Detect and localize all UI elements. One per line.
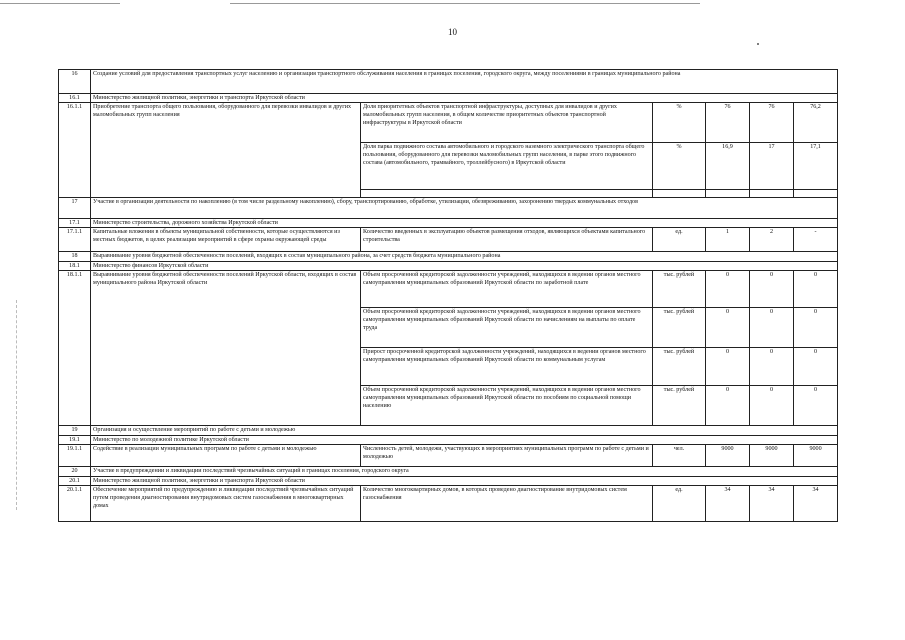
ministry-row xyxy=(59,262,838,271)
section-number: 19 xyxy=(59,426,91,436)
section-row xyxy=(59,467,838,477)
blank-cell xyxy=(794,190,838,198)
ministry-row xyxy=(59,94,838,103)
measure-title: Приобретение транспорта общего пользования, оборудованного для перевозки инвалидов и других маломобильных групп населения xyxy=(91,103,361,198)
blank-cell xyxy=(706,190,750,198)
indicator-value: 0 xyxy=(706,386,750,426)
indicator-value: 9000 xyxy=(706,445,750,467)
indicator-value: 2 xyxy=(750,228,794,252)
indicator-text: Объем просроченной кредиторской задолженности учреждений, находящихся в ведении органов местного самоуправления муниципальных образований Иркутской области по пособиям по социальной помощи населению xyxy=(361,386,653,426)
indicator-value: 0 xyxy=(794,386,838,426)
measure-title: Обеспечение мероприятий по предупреждению и ликвидации последствий чрезвычайных ситуаций путем проведения диагностирования внутридомовых систем газоснабжения в многоквартирных домах xyxy=(91,486,361,522)
indicator-row xyxy=(59,271,838,308)
indicator-value: 9000 xyxy=(794,445,838,467)
indicator-text: Доля парка подвижного состава автомобильного и городского наземного электрического транспорта общего пользования, оборудованного для перевозки маломобильных групп населения, в парке этого подвижного состава (автомобильного, трамвайного, троллейбусного) в Иркутской области xyxy=(361,143,653,190)
measure-number: 19.1.1 xyxy=(59,445,91,467)
indicator-value: 0 xyxy=(794,348,838,386)
measure-number: 16.1.1 xyxy=(59,103,91,198)
section-title: Выравнивание уровня бюджетной обеспеченности поселений, входящих в состав муниципального района, за счет средств бюджета муниципального района xyxy=(91,252,838,262)
indicator-value: 34 xyxy=(750,486,794,522)
indicator-value: 76 xyxy=(750,103,794,143)
ministry-title: Министерство строительства, дорожного хозяйства Иркутской области xyxy=(91,219,838,228)
indicators-table xyxy=(58,69,838,522)
ministry-row xyxy=(59,477,838,486)
ministry-title: Министерство финансов Иркутской области xyxy=(91,262,838,271)
section-number: 16 xyxy=(59,70,91,94)
indicator-value: 0 xyxy=(750,348,794,386)
ministry-number: 18.1 xyxy=(59,262,91,271)
indicator-text: Прирост просроченной кредиторской задолженности учреждений, находящихся в ведении органов местного самоуправления муниципальных образований Иркутской области по коммунальным услугам xyxy=(361,348,653,386)
measure-number: 18.1.1 xyxy=(59,271,91,426)
section-row xyxy=(59,70,838,94)
indicator-text: Объем просроченной кредиторской задолженности учреждений, находящихся в ведении органов местного самоуправления муниципальных образований Иркутской области по начислениям на выплаты по оплате труда xyxy=(361,308,653,348)
indicator-row xyxy=(59,486,838,522)
section-number: 17 xyxy=(59,198,91,219)
indicator-value: 34 xyxy=(794,486,838,522)
indicator-value: 0 xyxy=(706,271,750,308)
indicator-value: 1 xyxy=(706,228,750,252)
indicator-value: 76 xyxy=(706,103,750,143)
page-number: 10 xyxy=(448,27,457,37)
scan-dot xyxy=(757,43,759,45)
indicator-text: Количество многоквартирных домов, в которых проведено диагностирование внутридомовых систем газоснабжения xyxy=(361,486,653,522)
indicator-unit: чел. xyxy=(653,445,706,467)
blank-cell xyxy=(750,190,794,198)
indicator-text: Доля приоритетных объектов транспортной инфраструктуры, доступных для инвалидов и других маломобильных групп населения, в общем количестве приоритетных объектов транспортной инфраструктуры в Иркутской области xyxy=(361,103,653,143)
indicator-value: 0 xyxy=(794,271,838,308)
indicator-text: Численность детей, молодежи, участвующих в мероприятиях муниципальных программ по работе с детьми и молодежью xyxy=(361,445,653,467)
section-row xyxy=(59,252,838,262)
blank-cell xyxy=(653,190,706,198)
indicator-value: 0 xyxy=(750,386,794,426)
indicator-value: 0 xyxy=(794,308,838,348)
indicator-row xyxy=(59,445,838,467)
ministry-row xyxy=(59,436,838,445)
indicator-value: 16,9 xyxy=(706,143,750,190)
indicator-value: 0 xyxy=(750,271,794,308)
indicator-unit: % xyxy=(653,103,706,143)
ministry-title: Министерство жилищной политики, энергетики и транспорта Иркутской области xyxy=(91,477,838,486)
indicator-unit: тыс. рублей xyxy=(653,308,706,348)
section-title: Участие в предупреждении и ликвидации последствий чрезвычайных ситуаций в границах поселения, городского округа xyxy=(91,467,838,477)
indicator-unit: % xyxy=(653,143,706,190)
ministry-title: Министерство жилищной политики, энергетики и транспорта Иркутской области xyxy=(91,94,838,103)
section-row xyxy=(59,426,838,436)
scan-top-line xyxy=(0,3,120,4)
indicator-unit: тыс. рублей xyxy=(653,348,706,386)
ministry-number: 16.1 xyxy=(59,94,91,103)
indicator-text: Количество введенных в эксплуатацию объектов размещения отходов, являющихся объектами капитального строительства xyxy=(361,228,653,252)
indicator-row xyxy=(59,228,838,252)
indicator-unit: ед. xyxy=(653,486,706,522)
indicator-value: 0 xyxy=(706,308,750,348)
indicator-unit: тыс. рублей xyxy=(653,386,706,426)
measure-title: Содействие в реализации муниципальных программ по работе с детьми и молодежью xyxy=(91,445,361,467)
ministry-number: 17.1 xyxy=(59,219,91,228)
indicator-unit: тыс. рублей xyxy=(653,271,706,308)
ministry-number: 19.1 xyxy=(59,436,91,445)
section-number: 20 xyxy=(59,467,91,477)
indicator-text: Объем просроченной кредиторской задолженности учреждений, находящихся в ведении органов местного самоуправления муниципальных образований Иркутской области по заработной плате xyxy=(361,271,653,308)
measure-title: Выравнивание уровня бюджетной обеспеченности поселений Иркутской области, входящих в состав муниципального района Иркутской области xyxy=(91,271,361,426)
indicator-value: 0 xyxy=(750,308,794,348)
ministry-number: 20.1 xyxy=(59,477,91,486)
ministry-row xyxy=(59,219,838,228)
indicator-unit: ед. xyxy=(653,228,706,252)
indicator-value: - xyxy=(794,228,838,252)
ministry-title: Министерство по молодежной политике Иркутской области xyxy=(91,436,838,445)
section-title: Создание условий для предоставления транспортных услуг населению и организация транспортного обслуживания населения в границах поселения, городского округа, между поселениями в границах муниципального района xyxy=(91,70,838,94)
scan-top-line xyxy=(230,3,700,4)
measure-number: 17.1.1 xyxy=(59,228,91,252)
measure-number: 20.1.1 xyxy=(59,486,91,522)
indicator-value: 17 xyxy=(750,143,794,190)
section-title: Организация и осуществление мероприятий по работе с детьми и молодежью xyxy=(91,426,838,436)
indicator-value: 34 xyxy=(706,486,750,522)
section-row xyxy=(59,198,838,219)
indicator-value: 9000 xyxy=(750,445,794,467)
section-number: 18 xyxy=(59,252,91,262)
measure-title: Капитальные вложения в объекты муниципальной собственности, которые осуществляются из местных бюджетов, в целях реализации мероприятий в сфере охраны окружающей среды xyxy=(91,228,361,252)
scan-margin-marks xyxy=(16,300,18,510)
indicator-value: 0 xyxy=(706,348,750,386)
indicator-value: 76,2 xyxy=(794,103,838,143)
indicator-row xyxy=(59,103,838,143)
indicator-value: 17,1 xyxy=(794,143,838,190)
blank-cell xyxy=(361,190,653,198)
section-title: Участие в организации деятельности по накоплению (в том числе раздельному накоплению), сбору, транспортированию, обработке, утилизации, обезвреживанию, захоронению твердых коммунальных отходов xyxy=(91,198,838,219)
